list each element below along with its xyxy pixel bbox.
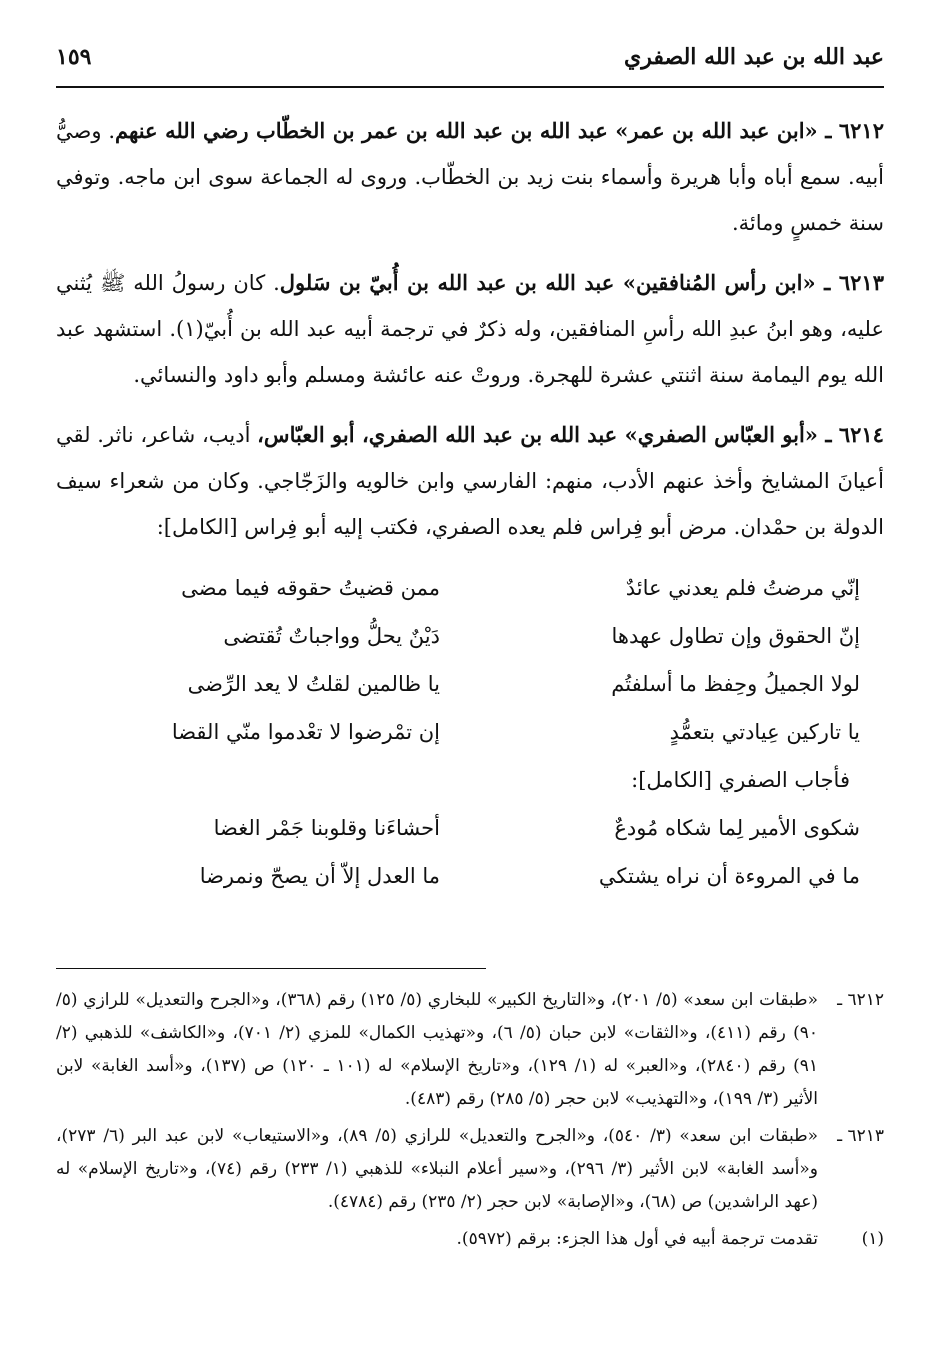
second-hemistich: أحشاءَنا وقلوبنا جَمْر الغضا bbox=[213, 816, 440, 840]
first-hemistich: لولا الجميلُ وحِفظ ما أسلفتُم bbox=[611, 672, 860, 696]
entry-number: ٦٢١٤ bbox=[838, 422, 884, 447]
footnote-text: تقدمت ترجمة أبيه في أول هذا الجزء: برقم (٥٩٧٢). bbox=[456, 1229, 818, 1249]
entry-number: ٦٢١٣ bbox=[838, 270, 884, 295]
footnote-text: «طبقات ابن سعد» (٥/ ٢٠١)، و«التاريخ الكبير» للبخاري (٥/ ١٢٥) رقم (٣٦٨)، و«الجرح والتعديل» للرازي (٥/ ٩٠) رقم (٤١١)، و«الثقات» لابن حبان (٥/ ٦)، و«تهذيب الكمال» للمزي (٢/ ٧٠١)، و«الكاشف» للذهبي (٢/ ٩١) رقم (٢٨٤٠)، و«العبر» له (١/ ١٢٩)، و«تاريخ الإسلام» له (١٠١ ـ ١٢٠) ص (١٣٧)، و«أسد الغابة» لابن الأثير (٣/ ١٩٩)، و«التهذيب» لابن حجر (٥/ ٢٨٥) رقم (٤٨٣). bbox=[56, 990, 818, 1109]
second-hemistich: ما العدل إلاّ أن يصحّ ونمرضا bbox=[199, 864, 440, 888]
entry-heading: «ابن عبد الله بن عمر» bbox=[615, 118, 818, 143]
entry-full-name: عبد الله بن عبد الله الصفري، أبو العبّاس، bbox=[257, 422, 625, 447]
second-hemistich: يا ظالمين لقلتُ لا يعد الرِّضى bbox=[187, 672, 440, 696]
first-hemistich: شكوى الأمير لِما شكاه مُودعٌ bbox=[614, 816, 860, 840]
second-hemistich: ممن قضيتُ حقوقه فيما مضى bbox=[181, 576, 440, 600]
footnote-text: «طبقات ابن سعد» (٣/ ٥٤٠)، و«الجرح والتعديل» للرازي (٥/ ٨٩)، و«الاستيعاب» لابن عبد البر (٦/ ٢٧٣)، و«أسد الغابة» لابن الأثير (٣/ ٢٩٦)، و«سير أعلام النبلاء» للذهبي (١/ ٢٣٣) رقم (٧٤)، و«تاريخ الإسلام» له (عهد الراشدين) ص (٦٨)، و«الإصابة» لابن حجر (٢/ ٢٣٥) رقم (٤٧٨٤). bbox=[56, 1126, 819, 1212]
verse bbox=[56, 804, 884, 852]
entry-separator: ـ bbox=[815, 270, 839, 295]
footnote bbox=[56, 1120, 884, 1219]
entry-full-name: عبد الله بن عبد الله بن أُبيّ بن سَلول bbox=[279, 270, 623, 295]
first-hemistich: يا تاركين عِيادتي بتعمُّدٍ bbox=[669, 720, 860, 744]
entry-6213 bbox=[56, 260, 884, 398]
verse bbox=[56, 612, 884, 660]
first-hemistich: إنّي مرضتُ فلم يعدني عائدٌ bbox=[625, 576, 860, 600]
reply-label: فأجاب الصفري [الكامل]: bbox=[631, 768, 850, 792]
footnote-divider bbox=[56, 968, 486, 969]
poem-abu-firas bbox=[56, 564, 884, 900]
footnotes bbox=[56, 984, 884, 1260]
page-number: ١٥٩ bbox=[56, 44, 92, 70]
entry-heading: «ابن رأس المُنافقين» bbox=[622, 270, 816, 295]
entry-body: . وصيُّ أبيه. سمع أباه وأبا هريرة وأسماء بنت زيد بن الخطّاب. وروى له الجماعة سوى ابن ماجه. وتوفي سنة خمسٍ ومائة. bbox=[56, 119, 884, 235]
verse bbox=[56, 708, 884, 756]
footnote bbox=[56, 984, 884, 1116]
second-hemistich: إن تمْرضوا لا تعْدموا منّي القضا bbox=[171, 720, 440, 744]
footnote-number: ٦٢١٣ ـ bbox=[837, 1126, 884, 1146]
verse bbox=[56, 660, 884, 708]
biography-entries bbox=[56, 108, 884, 900]
entry-body: . كان رسولُ الله ﷺ يُثني عليه، وهو ابنُ عبدِ الله رأسِ المنافقين، وله ذكرٌ في ترجمة أبيه عبد الله بن أُبيّ(١). استشهد عبد الله يوم اليمامة سنة اثنتي عشرة للهجرة. وروتْ عنه عائشة ومسلم وأبو داود والنسائي. bbox=[56, 271, 884, 387]
footnote-number: (١) bbox=[861, 1229, 884, 1249]
footnote-number: ٦٢١٢ ـ bbox=[837, 990, 884, 1010]
entry-separator: ـ bbox=[817, 118, 839, 143]
entry-6214 bbox=[56, 412, 884, 550]
entry-heading: «أبو العبّاس الصفري» bbox=[624, 422, 818, 447]
page-header bbox=[56, 36, 884, 88]
first-hemistich: ما في المروءة أن نراه يشتكي bbox=[598, 864, 860, 888]
entry-full-name: عبد الله بن عبد الله بن عمر بن الخطّاب رضي الله عنهم bbox=[115, 118, 616, 143]
verse bbox=[56, 564, 884, 612]
first-hemistich: إنّ الحقوق وإن تطاول عهدها bbox=[611, 624, 860, 648]
entry-6212 bbox=[56, 108, 884, 246]
entry-separator: ـ bbox=[817, 422, 839, 447]
footnote bbox=[56, 1223, 884, 1256]
verse bbox=[56, 852, 884, 900]
second-hemistich: دَيْنٌ يحلُّ وواجباتٌ تُقتضى bbox=[223, 624, 440, 648]
entry-number: ٦٢١٢ bbox=[838, 118, 884, 143]
entry-body: أديب، شاعر، ناثر. لقي أعيانَ المشايخ وأخذ عنهم الأدب، منهم: الفارسي وابن خالويه والزَجّاجي. وكان من شعراء سيف الدولة بن حمْدان. مرض أبو فِراس فلم يعده الصفري، فكتب إليه أبو فِراس [الكامل]: bbox=[56, 423, 884, 539]
running-title: عبد الله بن عبد الله الصفري bbox=[624, 44, 884, 70]
